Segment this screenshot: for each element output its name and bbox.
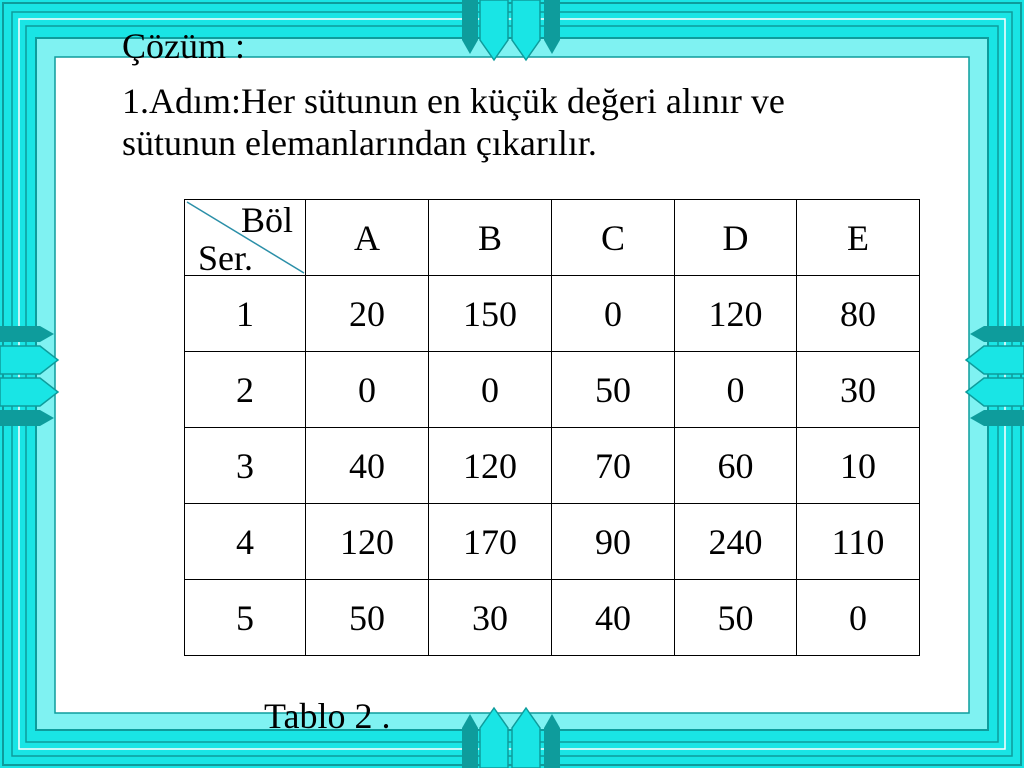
table-row [185, 428, 920, 504]
table-caption: Tablo 2 . [264, 696, 391, 736]
table-cell: 80 [797, 276, 920, 352]
table-row [185, 504, 920, 580]
table-cell: 0 [429, 352, 552, 428]
table-row [185, 580, 920, 656]
table-row [185, 276, 920, 352]
table-cell: 90 [552, 504, 675, 580]
table-row [185, 352, 920, 428]
table-cell: 120 [675, 276, 797, 352]
table-cell: 30 [797, 352, 920, 428]
table-cell: 0 [797, 580, 920, 656]
column-header: B [429, 200, 552, 276]
table-cell: 60 [675, 428, 797, 504]
corner-column-label: Böl [241, 200, 294, 240]
row-label: 4 [185, 504, 306, 580]
table-cell: 30 [429, 580, 552, 656]
column-header: D [675, 200, 797, 276]
table-cell: 20 [306, 276, 429, 352]
column-header: C [552, 200, 675, 276]
table-cell: 150 [429, 276, 552, 352]
column-header: E [797, 200, 920, 276]
table-cell: 0 [675, 352, 797, 428]
table-cell: 40 [552, 580, 675, 656]
corner-row-label: Ser. [198, 238, 254, 278]
table-cell: 40 [306, 428, 429, 504]
table-cell: 110 [797, 504, 920, 580]
slide-body-text: 1.Adım:Her sütunun en küçük değeri alınır ve sütunun elemanlarından çıkarılır. [122, 81, 785, 163]
row-label: 3 [185, 428, 306, 504]
table-cell: 50 [552, 352, 675, 428]
table-cell: 120 [429, 428, 552, 504]
row-label: 1 [185, 276, 306, 352]
table-corner-cell [185, 200, 306, 276]
table-cell: 50 [675, 580, 797, 656]
row-label: 5 [185, 580, 306, 656]
row-label: 2 [185, 352, 306, 428]
cost-table [184, 199, 920, 656]
table-cell: 120 [306, 504, 429, 580]
table-cell: 50 [306, 580, 429, 656]
table-cell: 170 [429, 504, 552, 580]
table-cell: 70 [552, 428, 675, 504]
slide-title: Çözüm : [122, 26, 245, 66]
table-cell: 240 [675, 504, 797, 580]
table-header-row [185, 200, 920, 276]
column-header: A [306, 200, 429, 276]
table-cell: 10 [797, 428, 920, 504]
table-cell: 0 [306, 352, 429, 428]
table-cell: 0 [552, 276, 675, 352]
